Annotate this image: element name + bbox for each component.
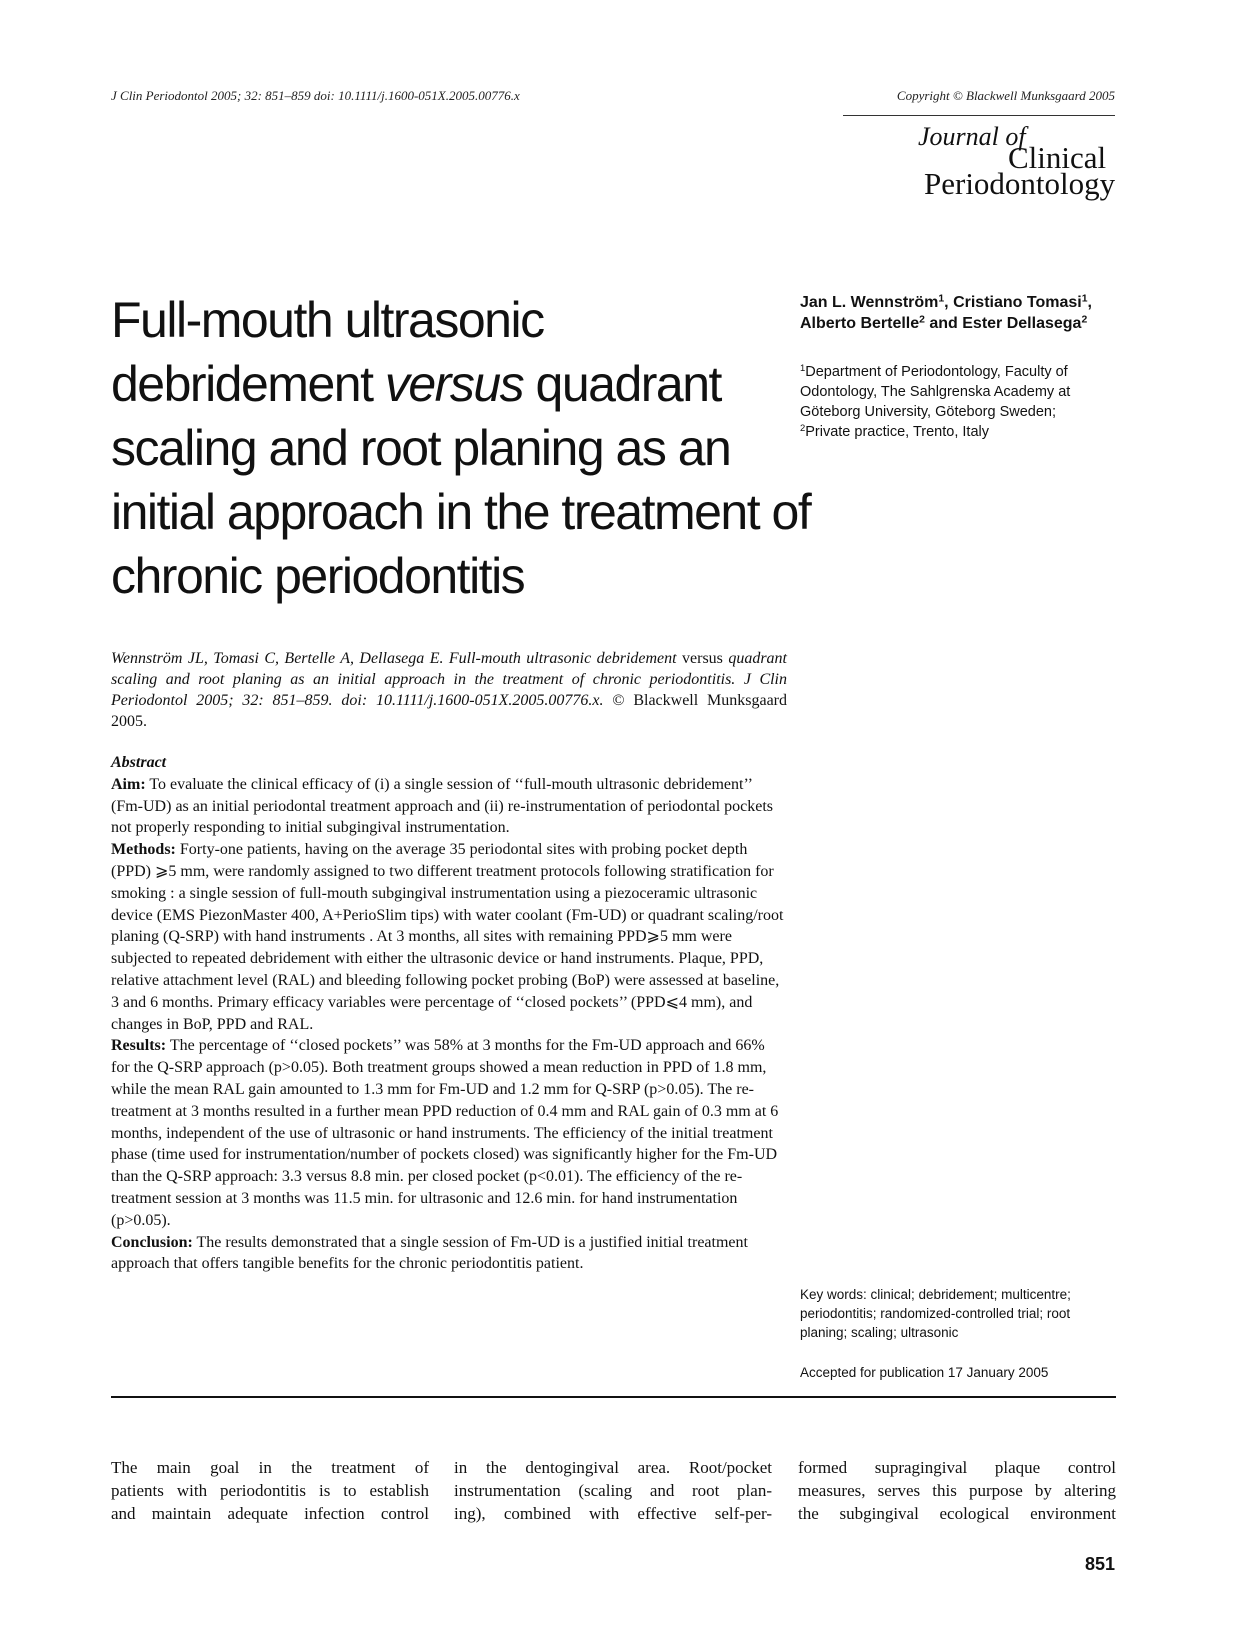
body-column-1: The main goal in the treatment of patients with periodontitis is to establish and maintain adequate infection control — [111, 1458, 429, 1523]
body-column-2: in the dentogingival area. Root/pocket instrumentation (scaling and root plan- ing), combined with effective self-per- — [454, 1458, 772, 1523]
page-number: 851 — [1084, 1554, 1115, 1574]
title-line-2: debridement versus quadrant — [111, 356, 721, 412]
affiliations: $^1$Department of Periodontology, Faculty of Odontology, The Sahlgrenska Academy at Göteborg University, Göteborg Sweden; $^2$Private practice, Trento, Italy — [800, 361, 1071, 440]
journal-reference: J Clin Periodontol 2005; 32: 851–859 doi: 10.1111/j.1600-051X.2005.00776.x — [111, 88, 520, 103]
title-line-1: Full-mouth ultrasonic — [111, 292, 544, 348]
publisher-copyright: © Blackwell Munksgaard 2005. — [111, 692, 787, 730]
title-line-5: chronic periodontitis — [111, 548, 525, 604]
article-title — [111, 288, 811, 608]
header-divider — [843, 115, 1115, 116]
copyright-notice: Copyright © Blackwell Munksgaard 2005 — [896, 88, 1115, 103]
accepted-date: Accepted for publication 17 January 2005 — [800, 1365, 1049, 1380]
body-column-3: formed supragingival plaque control measures, serves this purpose by altering the subgingival ecological environment — [798, 1458, 1116, 1523]
abstract-methods: Methods: Forty-one patients, having on the average 35 periodontal sites with probing pocket depth (PPD) ⩾5 mm, were randomly assigned to two different treatment protocols following stratification for smoking : a single session of full-mouth subgingival instrumentation using a piezoceramic ultrasonic device (EMS PiezonMaster 400, A+PerioSlim tips) with water coolant (Fm-UD) or quadrant scaling/root planing (Q-SRP) with hand instruments . At 3 months, all sites with remaining PPD⩾5 mm were subjected to repeated debridement with either the ultrasonic device or hand instruments. Plaque, PPD, relative attachment level (RAL) and bleeding following pocket probing (BoP) were assessed at baseline, 3 and 6 months. Primary efficacy variables were percentage of ‘‘closed pockets’’ (PPD⩽4 mm), and changes in BoP, PPD and RAL. — [111, 841, 784, 1033]
abstract — [111, 752, 787, 1275]
abstract-conclusion: Conclusion: The results demonstrated that a single session of Fm-UD is a justified initial treatment approach that offers tangible benefits for the chronic periodontitis patient. — [111, 1233, 748, 1273]
keywords: Key words: clinical; debridement; multicentre; periodontitis; randomized-controlled trial; root planing; scaling; ultrasonic — [800, 1287, 1071, 1340]
title-versus: versus — [384, 356, 524, 412]
section-divider — [111, 1396, 1116, 1398]
abstract-heading: Abstract — [111, 754, 167, 771]
journal-logo — [900, 122, 1116, 202]
citation-block: Wennström JL, Tomasi C, Bertelle A, Dellasega E. Full-mouth ultrasonic debridement versus quadrant scaling and root planing as an initial approach in the treatment of chronic periodontitis. J Clin Periodontol 2005; 32: 851–859. doi: 10.1111/j.1600-051X.2005.00776.x. © Blackwell Munksgaard 2005. — [111, 650, 787, 730]
title-line-4: initial approach in the treatment of — [111, 484, 811, 540]
abstract-results: Results: The percentage of ‘‘closed pockets’’ was 58% at 3 months for the Fm-UD approach and 66% for the Q-SRP approach (p>0.05). Both treatment groups showed a mean reduction in PPD of 1.8 mm, while the mean RAL gain amounted to 1.3 mm for Fm-UD and 1.2 mm for Q-SRP (p>0.05). The re-treatment at 3 months resulted in a further mean PPD reduction of 0.4 mm and RAL gain of 0.3 mm at 6 months, independent of the use of ultrasonic or hand instruments. The efficiency of the initial treatment phase (time used for instrumentation/number of pockets closed) was significantly higher for the Fm-UD than the Q-SRP approach: 3.3 versus 8.8 min. per closed pocket (p<0.01). The efficiency of the re-treatment session at 3 months was 11.5 min. for ultrasonic and 12.6 min. for hand instrumentation (p>0.05). — [111, 1037, 779, 1229]
logo-journal-of: Journal of — [918, 122, 1026, 151]
logo-clinical: Clinical — [1008, 140, 1107, 175]
title-line-3: scaling and root planing as an — [111, 420, 731, 476]
author-list: Jan L. Wennström$^1$, Cristiano Tomasi$^1$, Alberto Bertelle$^2$ and Ester Dellasega$^2$ — [800, 293, 1092, 332]
abstract-aim: Aim: To evaluate the clinical efficacy of (i) a single session of ‘‘full-mouth ultrasonic debridement’’ (Fm-UD) as an initial periodontal treatment approach and (ii) re-instrumentation of periodontal pockets not properly responding to initial subgingival instrumentation. — [111, 775, 774, 837]
logo-periodontology: Periodontology — [924, 166, 1116, 201]
